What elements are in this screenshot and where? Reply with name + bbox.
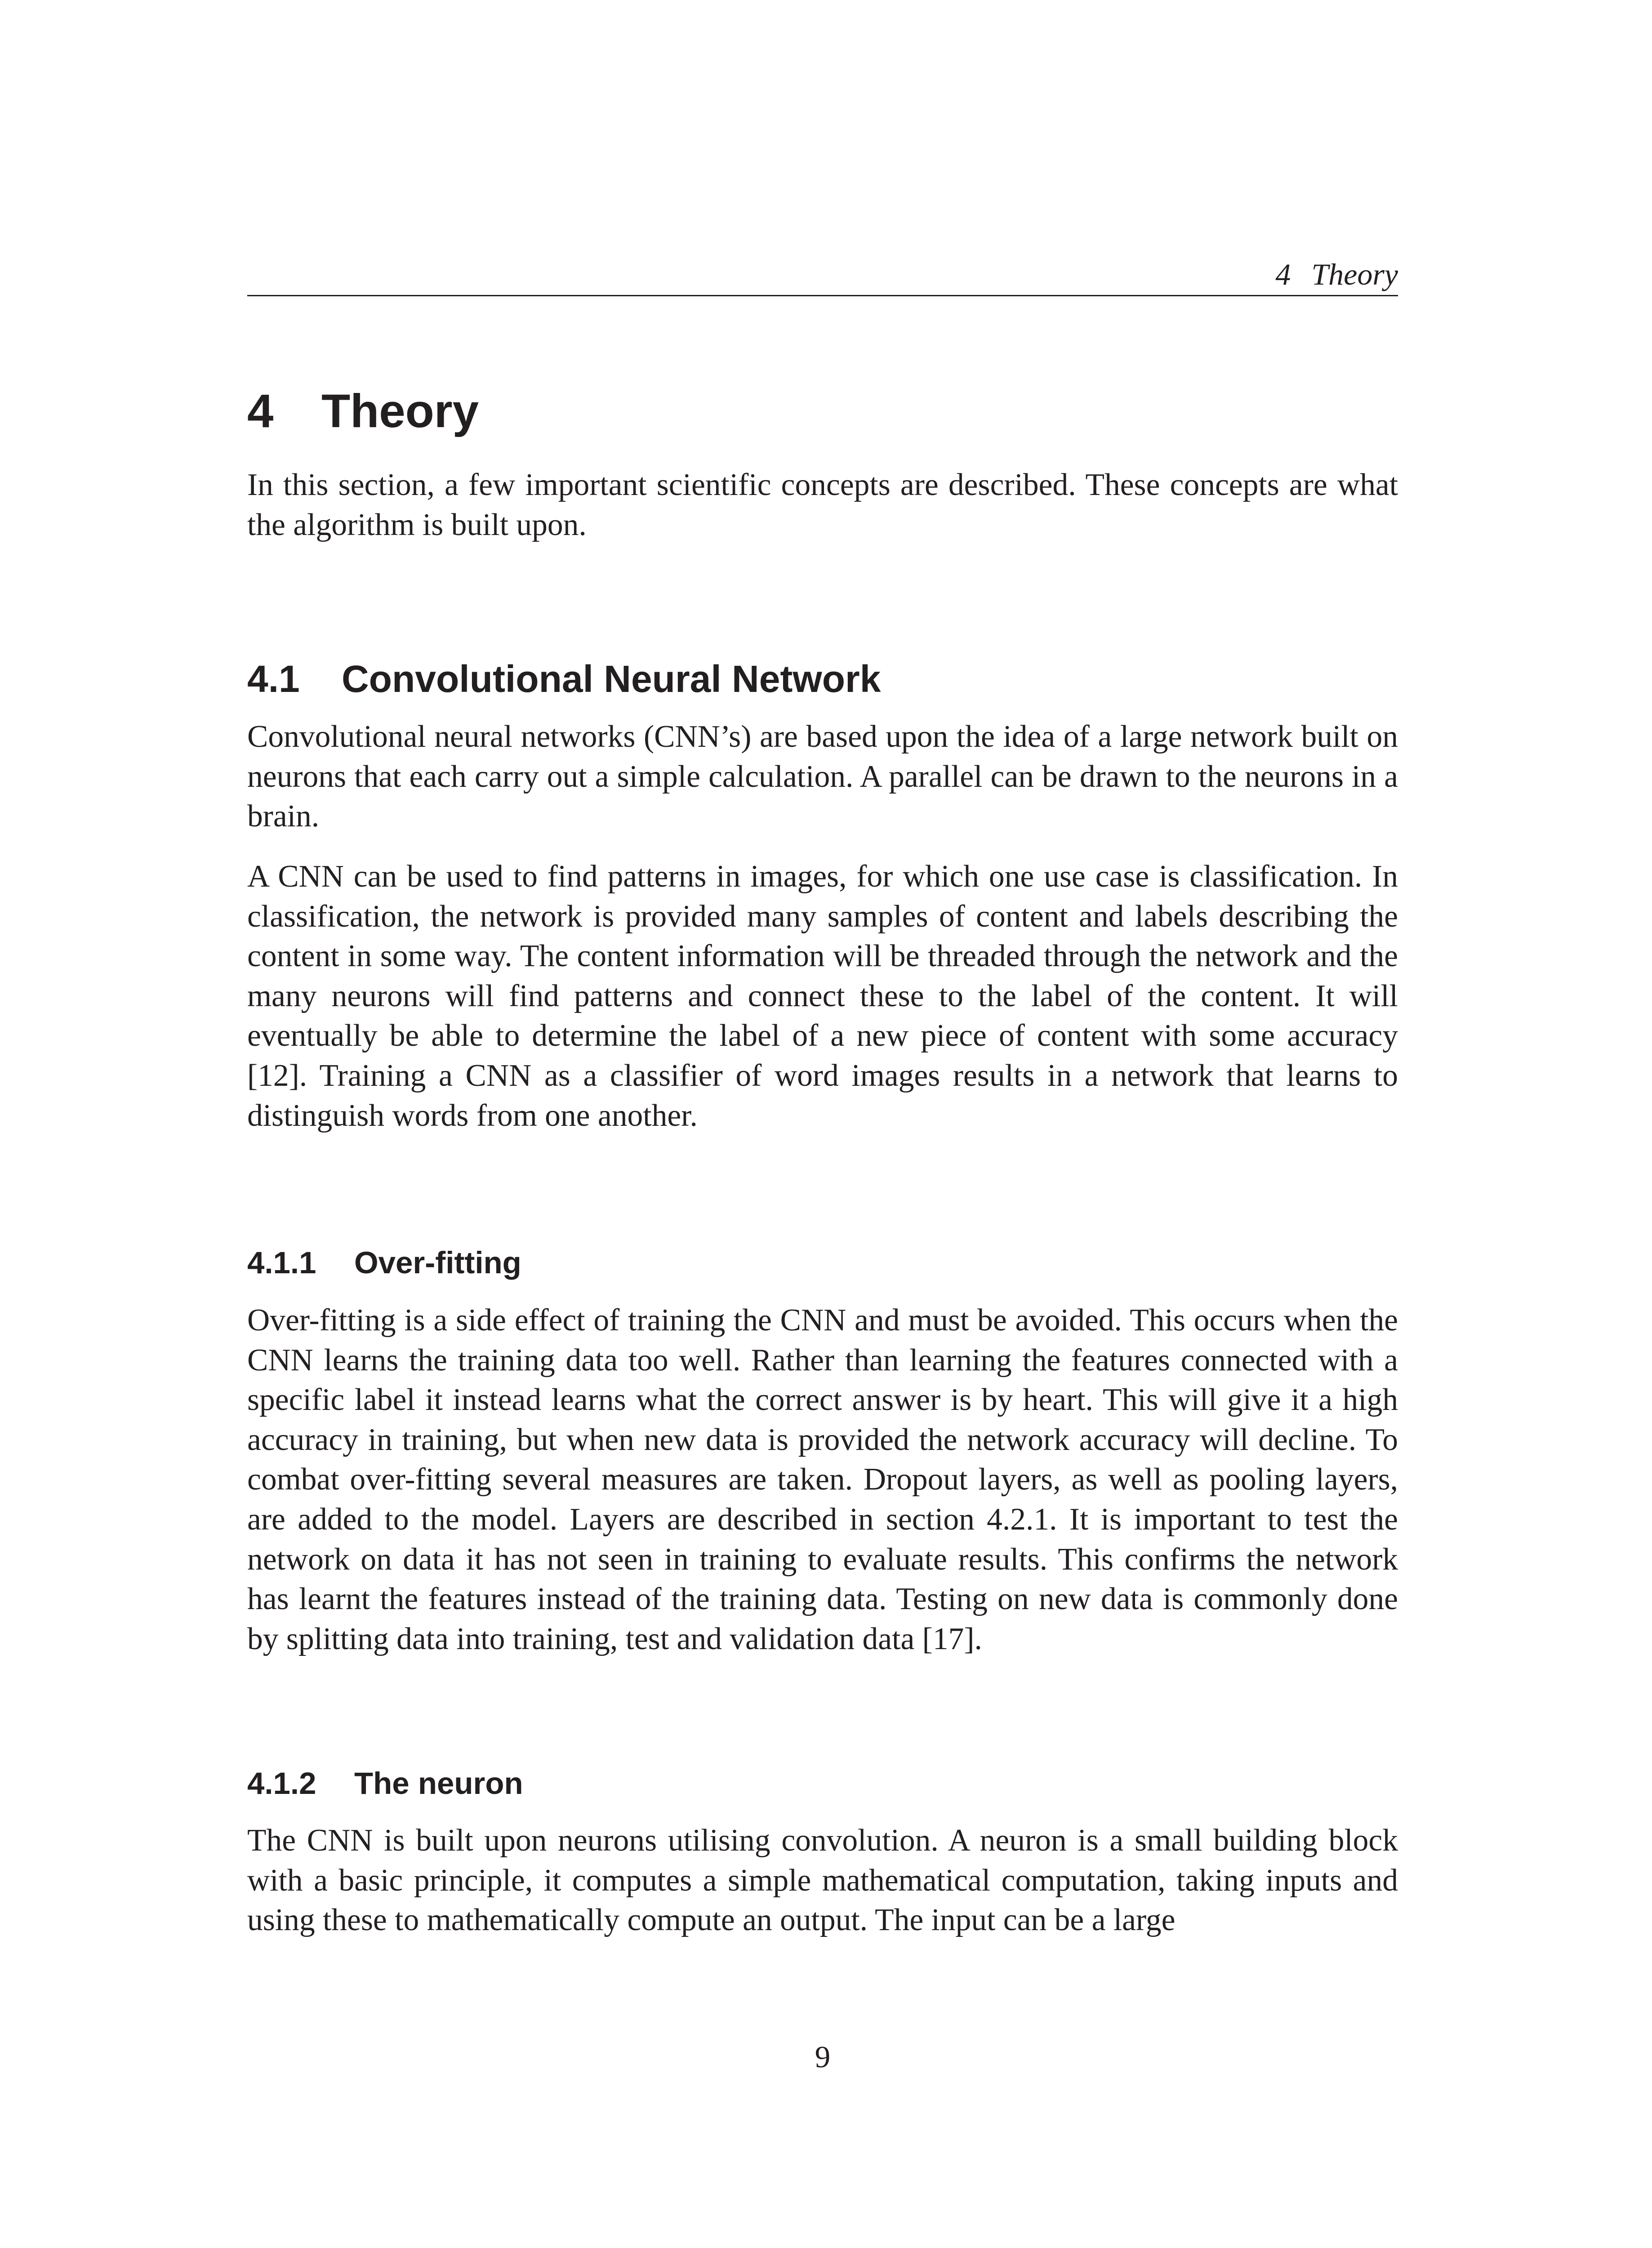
subsection-heading-4-1-2 [247,1761,523,1806]
running-header-number: 4 [1275,257,1291,291]
chapter-number: 4 [247,385,274,438]
chapter-title: Theory [321,385,479,438]
cnn-paragraph-1: Convolutional neural networks (CNN’s) are based upon the idea of a large network built on neurons that each carry out a simple calculation. A parallel can be drawn to the neurons in a brain. [247,719,1398,834]
header-rule [247,295,1398,296]
subsection-title: The neuron [354,1766,523,1801]
page-number: 9 [815,2040,831,2074]
subsection-number: 4.1.1 [247,1245,316,1280]
subsection-number: 4.1.2 [247,1766,316,1801]
subsection-title: Over-fitting [354,1245,521,1280]
section-number: 4.1 [247,657,300,700]
overfitting-paragraph: Over-fitting is a side effect of training the CNN and must be avoided. This occurs when the CNN learns the training data too well. Rather than learning the features connected with a specific label it instead learns what the correct answer is by heart. This will give it a high accuracy in training, but when new data is provided the network accuracy will decline. To combat over-fitting several measures are taken. Dropout layers, as well as pooling layers, are added to the model. Layers are described in section 4.2.1. It is important to test the network on data it has not seen in training to evaluate results. This confirms the network has learnt the features instead of the training data. Testing on new data is commonly done by splitting data into training, test and validation data [17]. [247,1303,1398,1656]
neuron-paragraph: The CNN is built upon neurons utilising convolution. A neuron is a small building block with a basic principle, it computes a simple mathematical computation, taking inputs and using these to mathematically compute an output. The input can be a large [247,1823,1398,1938]
chapter-intro-paragraph: In this section, a few important scientific concepts are described. These concepts are what the algorithm is built upon. [247,468,1398,542]
subsection-heading-4-1-1 [247,1240,521,1285]
running-header-title: Theory [1311,257,1398,291]
chapter-heading [247,378,479,445]
section-title: Convolutional Neural Network [342,657,881,700]
cnn-paragraph-2: A CNN can be used to find patterns in images, for which one use case is classification. In classification, the network is provided many samples of content and labels describing the content in some way. The content information will be threaded through the network and the many neurons will find patterns and connect these to the label of the content. It will eventually be able to determine the label of a new piece of content with some accuracy [12]. Training a CNN as a classifier of word images results in a network that learns to distinguish words from one another. [247,859,1398,1133]
section-heading-4-1 [247,652,881,706]
running-header [247,252,1398,297]
